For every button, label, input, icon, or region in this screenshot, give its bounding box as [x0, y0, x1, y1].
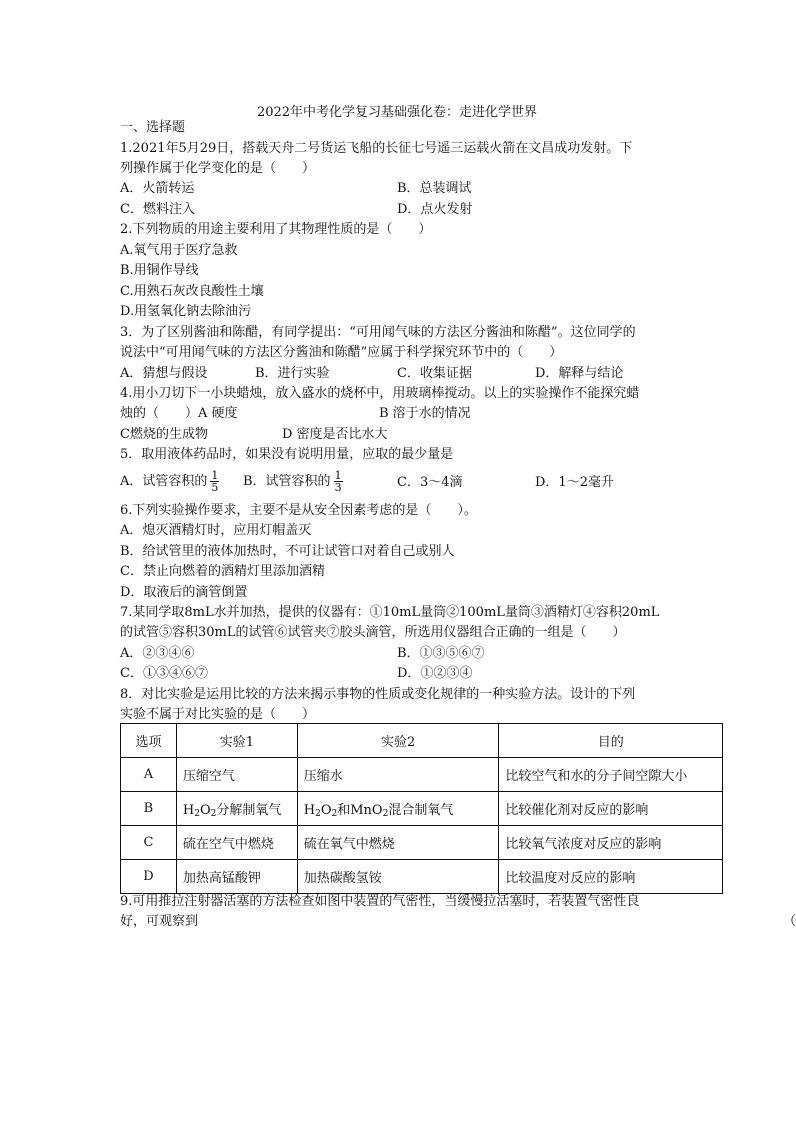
formula-subscript: 2 [382, 809, 389, 819]
q2-option-b: B.用铜作导线 [120, 263, 199, 278]
table-row [121, 826, 723, 860]
q6-option-c: C．禁止向燃着的酒精灯里添加酒精 [120, 564, 325, 579]
answer-paren: （ [783, 914, 796, 929]
q5-option-a-fraction [210, 470, 219, 493]
q5-option-a [120, 470, 222, 493]
q2-option-d: D.用氢氧化钠去除油污 [120, 304, 252, 319]
q4-option-c: C燃烧的生成物 [120, 427, 208, 442]
fraction-numerator: 1 [211, 469, 219, 482]
page-title: 2022年中考化学复习基础强化卷：走进化学世界 [256, 105, 538, 120]
q3-option-b: B．进行实验 [255, 366, 330, 381]
q7-option-d: D．①②③④ [397, 666, 473, 681]
fraction-denominator: 5 [211, 481, 219, 494]
formula-subscript: 2 [315, 809, 321, 819]
q5-option-c: C．3～4滴 [397, 475, 463, 490]
question-2-text: 2.下列物质的用途主要利用了其物理性质的是（ ） [120, 222, 432, 237]
table-header-cell: 实验1 [176, 724, 297, 758]
q2-option-a: A.氧气用于医疗急救 [120, 243, 238, 258]
table-cell: C [121, 826, 177, 860]
experiment-table [120, 723, 723, 894]
table-cell: 压缩水 [297, 758, 499, 792]
q5-option-a-label: A．试管容积的 [120, 474, 208, 489]
q2-option-c: C.用熟石灰改良酸性土壤 [120, 284, 264, 299]
formula-subscript: 2 [210, 809, 217, 819]
q3-option-c: C．收集证据 [397, 366, 472, 381]
table-cell: A [121, 758, 177, 792]
section-heading: 一、选择题 [120, 120, 186, 135]
table-cell: 硫在空气中燃烧 [176, 826, 297, 860]
q4-option-a: 烛的（ ）A 硬度 [120, 406, 238, 421]
q5-option-b-fraction [334, 470, 343, 493]
q6-option-a: A．熄灭酒精灯时，应用灯帽盖灭 [120, 523, 312, 538]
q4-option-d: D 密度是否比水大 [282, 427, 388, 442]
table-row [121, 758, 723, 792]
question-7-text-cont: 的试管⑤容积30mL的试管⑥试管夹⑦胶头滴管，所选用仪器组合正确的一组是（ ） [120, 625, 626, 640]
q1-option-d: D．点火发射 [397, 202, 473, 217]
question-3-text-cont: 说法中“可用闻气味的方法区分酱油和陈醋”应属于科学探究环节中的（ ） [120, 345, 563, 360]
q4-option-b: B 溶于水的情况 [379, 406, 471, 421]
table-header-cell: 选项 [121, 724, 177, 758]
table-cell: 比较空气和水的分子间空隙大小 [499, 758, 723, 792]
formula-subscript: 2 [331, 809, 338, 819]
q7-option-b: B．①③⑤⑥⑦ [397, 646, 485, 661]
table-cell: 比较催化剂对反应的影响 [499, 792, 723, 826]
question-9-text-cont: 好，可观察到 [120, 914, 199, 929]
table-row [121, 860, 723, 894]
question-9-text: 9.可用推拉注射器活塞的方法检查如图中装置的气密性，当缓慢拉活塞时，若装置气密性良 [120, 894, 640, 909]
question-1-text: 1.2021年5月29日，搭载天舟二号货运飞船的长征七号遥三运载火箭在文昌成功发射。下 [120, 141, 633, 156]
q7-option-c: C．①③④⑥⑦ [120, 666, 208, 681]
table-cell: 加热高锰酸钾 [176, 860, 297, 894]
table-header-row [121, 724, 723, 758]
q1-option-a: A．火箭转运 [120, 181, 195, 196]
question-4-text: 4.用小刀切下一小块蜡烛，放入盛水的烧杯中，用玻璃棒搅动。以上的实验操作不能探究蜡 [120, 386, 640, 401]
question-7-text: 7.某同学取8mL水并加热，提供的仪器有：①10mL量筒②100mL量筒③酒精灯④容积20mL [120, 605, 660, 620]
table-cell: D [121, 860, 177, 894]
question-5-text: 5．取用液体药品时，如果没有说明用量，应取的最少量是 [120, 447, 454, 462]
question-8-text-cont: 实验不属于对比实验的是（ ） [120, 707, 316, 722]
fraction-denominator: 3 [334, 481, 342, 494]
q3-option-d: D．解释与结论 [535, 366, 624, 381]
table-cell: 压缩空气 [176, 758, 297, 792]
table-header-cell: 目的 [499, 724, 723, 758]
table-row [121, 792, 723, 826]
q3-option-a: A．猜想与假设 [120, 366, 208, 381]
question-8-text: 8．对比实验是运用比较的方法来揭示事物的性质或变化规律的一种实验方法。设计的下列 [120, 687, 636, 702]
table-cell-formula: $H_2O_2$分解制氧气 [176, 792, 297, 826]
formula-subscript: 2 [194, 809, 200, 819]
table-cell: 硫在氧气中燃烧 [297, 826, 499, 860]
question-6-text: 6.下列实验操作要求，主要不是从安全因素考虑的是（ ）。 [120, 503, 477, 518]
table-header-cell: 实验2 [297, 724, 499, 758]
q5-option-d: D．1～2毫升 [535, 475, 614, 490]
table-cell: B [121, 792, 177, 826]
q6-option-d: D．取液后的滴管倒置 [120, 585, 248, 600]
q5-option-b [243, 470, 346, 493]
question-1-text-cont: 列操作属于化学变化的是（ ） [120, 161, 316, 176]
table-cell: 比较温度对反应的影响 [499, 860, 723, 894]
q7-option-a: A．②③④⑥ [120, 646, 195, 661]
q1-option-c: C．燃料注入 [120, 202, 195, 217]
table-cell: 比较氧气浓度对反应的影响 [499, 826, 723, 860]
q5-option-b-label: B．试管容积的 [243, 474, 331, 489]
q1-option-b: B．总装调试 [397, 181, 472, 196]
table-cell-formula: $H_2O_2$和MnO$_2$混合制氧气 [297, 792, 499, 826]
question-3-text: 3．为了区别酱油和陈醋，有同学提出：“可用闻气味的方法区分酱油和陈醋”。这位同学的 [120, 325, 636, 340]
q6-option-b: B．给试管里的液体加热时，不可让试管口对着自己或别人 [120, 544, 455, 559]
fraction-numerator: 1 [334, 469, 342, 482]
table-cell: 加热碳酸氢铵 [297, 860, 499, 894]
